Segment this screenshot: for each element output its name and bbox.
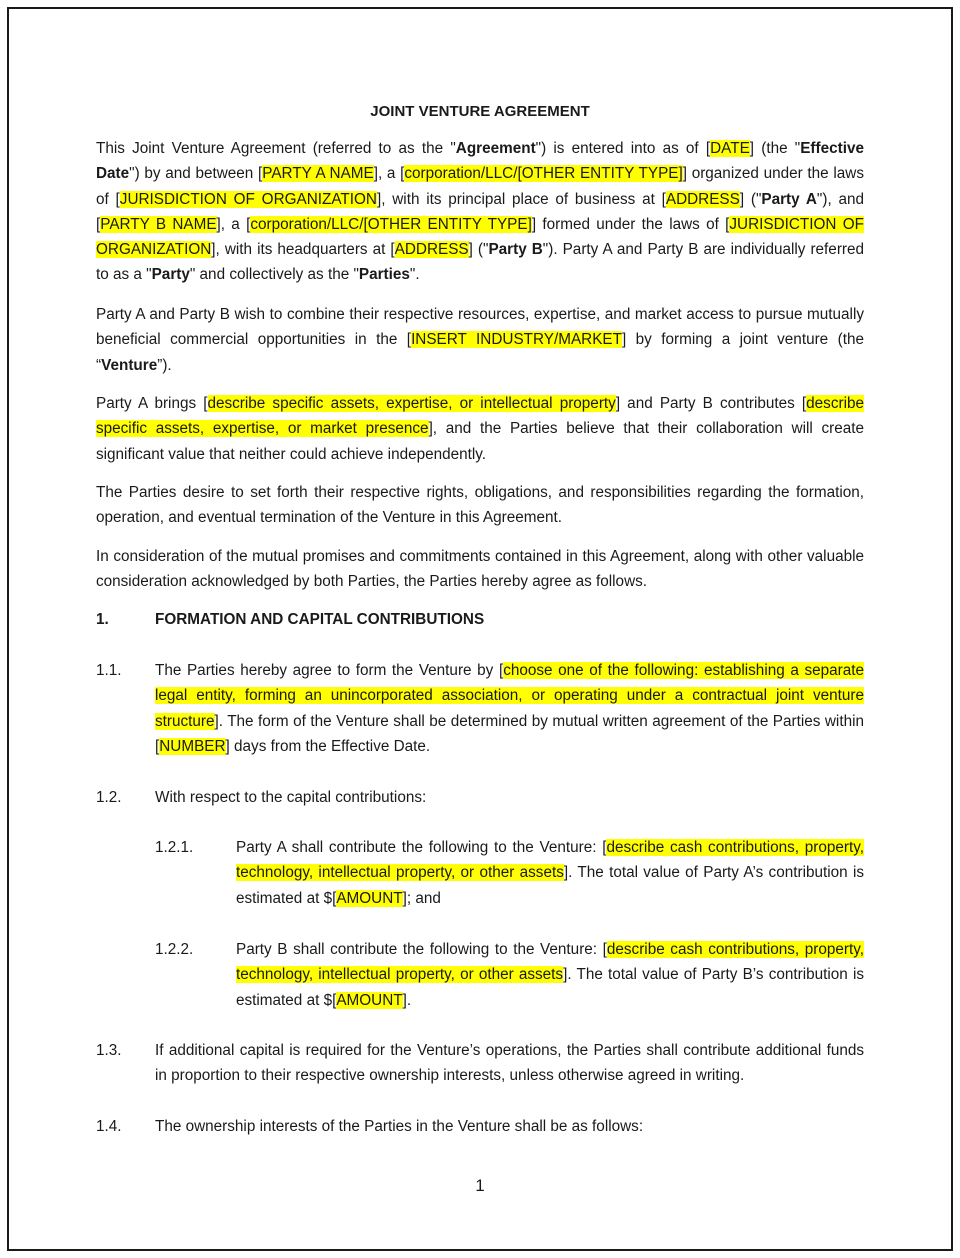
- subclause-text: [236, 835, 864, 911]
- placeholder-highlight: corporation/LLC/[OTHER ENTITY TYPE]: [404, 165, 683, 183]
- text-run: ] by forming a joint venture (the “: [96, 331, 864, 374]
- clause-text: [155, 1038, 864, 1089]
- text-run: ].: [402, 991, 412, 1009]
- clause-number: 1.3.: [96, 1042, 122, 1059]
- text-run: ".: [409, 266, 420, 284]
- page-number: 1: [475, 1176, 485, 1195]
- text-run: ") is entered into as of [: [535, 140, 711, 157]
- placeholder-highlight: JURISDICTION OF ORGANIZATION: [96, 215, 864, 259]
- subclause-number: 1.2.1.: [155, 839, 194, 856]
- placeholder-highlight: JURISDICTION OF ORGANIZATION: [119, 190, 377, 208]
- clause-text: [155, 1114, 864, 1139]
- subclause-text: [236, 937, 864, 1013]
- text-run: ] organized under the laws of [: [96, 165, 864, 208]
- text-run: ]. The form of the Venture shall be determined by mutual written agreement of the Parties within [: [155, 712, 864, 755]
- text-run: ], with its principal place of business at [: [376, 190, 666, 208]
- text-run: ]; and: [402, 889, 441, 907]
- paragraph-parties: [96, 136, 864, 288]
- placeholder-highlight: describe specific assets, expertise, or intellectual property: [207, 395, 616, 412]
- placeholder-highlight: INSERT INDUSTRY/MARKET: [411, 331, 622, 349]
- text-run: ], a [: [373, 165, 405, 183]
- defined-term: Parties: [358, 266, 410, 284]
- text-run: If additional capital is required for the Venture’s operations, the Parties shall contribute additional funds in proportion to their respective ownership interests, unless otherwise agreed in writing.: [155, 1042, 864, 1085]
- text-run: Party A shall contribute the following to the Venture: [: [236, 839, 607, 856]
- text-run: ]. The total value of Party B’s contribution is estimated at $[: [236, 966, 864, 1009]
- text-run: With respect to the capital contributions:: [155, 789, 427, 806]
- text-run: The Parties hereby agree to form the Venture by [: [155, 662, 504, 679]
- placeholder-highlight: describe specific assets, expertise, or market presence: [96, 395, 864, 438]
- placeholder-highlight: ADDRESS: [394, 241, 469, 259]
- text-run: Party A and Party B wish to combine their respective resources, expertise, and market access to pursue mutually beneficial commercial opportunities in the [: [96, 306, 864, 349]
- defined-term: Venture: [101, 356, 158, 374]
- section-heading: FORMATION AND CAPITAL CONTRIBUTIONS: [155, 611, 485, 628]
- placeholder-highlight: AMOUNT: [336, 889, 403, 907]
- text-run: ") by and between [: [129, 165, 263, 183]
- clause-number: 1.2.: [96, 789, 122, 806]
- clause-number: 1.1.: [96, 662, 122, 679]
- defined-term: Party B: [488, 241, 543, 259]
- text-run: The Parties desire to set forth their respective rights, obligations, and responsibilities regarding the formation, operation, and eventual termination of the Venture in this Agreement.: [96, 484, 864, 527]
- section-number: 1.: [96, 611, 109, 628]
- text-run: The ownership interests of the Parties in the Venture shall be as follows:: [155, 1118, 644, 1135]
- placeholder-highlight: describe cash contributions, property, technology, intellectual property, or other assets: [236, 839, 864, 882]
- clause-number: 1.4.: [96, 1118, 122, 1135]
- defined-term: Party A: [761, 190, 817, 208]
- placeholder-highlight: NUMBER: [159, 737, 226, 755]
- text-run: ] (": [468, 241, 489, 259]
- placeholder-highlight: PARTY A NAME: [262, 165, 374, 183]
- defined-term: Party: [151, 266, 190, 284]
- text-run: ]. The total value of Party A’s contribution is estimated at $[: [236, 864, 864, 907]
- text-run: ] (": [739, 190, 762, 208]
- document-title: JOINT VENTURE AGREEMENT: [370, 103, 590, 120]
- text-run: Party B shall contribute the following to the Venture: [: [236, 941, 607, 958]
- text-run: ”).: [157, 356, 172, 374]
- defined-term: Effective Date: [96, 140, 864, 183]
- text-run: "). Party A and Party B are individually referred to as a ": [96, 241, 865, 284]
- text-run: ] days from the Effective Date.: [225, 737, 431, 755]
- paragraph-contributions: [96, 391, 864, 467]
- placeholder-highlight: choose one of the following: establishing a separate legal entity, forming an unincorporated association, or operating under a contractual joint venture structure: [155, 662, 865, 730]
- clause-text: [155, 658, 864, 759]
- subclause-number: 1.2.2.: [155, 941, 194, 958]
- text-run: " and collectively as the ": [189, 266, 359, 284]
- clause-text: [155, 785, 864, 810]
- text-run: ], and the Parties believe that their collaboration will create significant value that neither could achieve independently.: [96, 420, 864, 463]
- text-run: "), and [: [96, 190, 864, 233]
- text-run: In consideration of the mutual promises and commitments contained in this Agreement, along with other valuable consideration acknowledged by both Parties, the Parties hereby agree as follows.: [96, 548, 864, 591]
- text-run: ] (the ": [749, 140, 801, 157]
- paragraph-rights: [96, 480, 864, 531]
- text-run: ], with its headquarters at [: [211, 241, 395, 259]
- text-run: ], a [: [216, 215, 251, 233]
- placeholder-highlight: PARTY B NAME: [100, 215, 217, 233]
- text-run: ] formed under the laws of [: [531, 215, 730, 233]
- placeholder-highlight: AMOUNT: [336, 991, 403, 1009]
- placeholder-highlight: describe cash contributions, property, technology, intellectual property, or other assets: [236, 941, 864, 984]
- placeholder-highlight: ADDRESS: [665, 190, 740, 208]
- defined-term: Agreement: [455, 140, 536, 157]
- text-run: ] and Party B contributes [: [615, 395, 807, 412]
- placeholder-highlight: corporation/LLC/[OTHER ENTITY TYPE]: [250, 215, 532, 233]
- text-run: Party A brings [: [96, 395, 208, 412]
- paragraph-consideration: [96, 544, 864, 595]
- paragraph-purpose: [96, 302, 864, 378]
- placeholder-highlight: DATE: [710, 140, 750, 157]
- text-run: This Joint Venture Agreement (referred to as the ": [96, 140, 456, 157]
